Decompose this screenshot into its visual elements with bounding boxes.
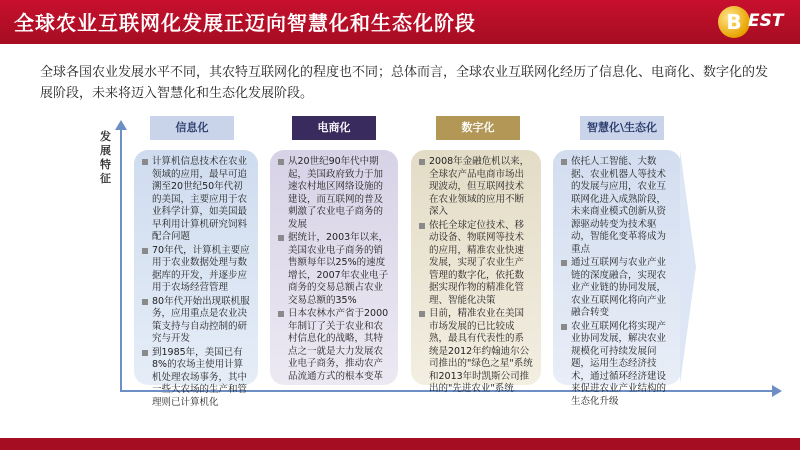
intro-paragraph: 全球各国农业发展水平不同，其农特互联网化的程度也不同；总体而言，全球农业互联网化经历了信息化、电商化、数字化的发展阶段，未来将迈入智慧化和生态化发展阶段。: [40, 65, 769, 101]
stage-item: 70年代，计算机主要应用于农业数据处理与数据库的开发，并逐步应用于农场经营管理: [142, 245, 250, 295]
footer-bar: [0, 438, 800, 450]
stage-box-smart-ecological: [553, 150, 681, 407]
stage-item: 80年代开始出现联机服务，应用重点是农业决策支持与自动控制的研究与开发: [142, 296, 250, 346]
y-axis-label: 发展特征: [100, 130, 111, 185]
stage-item: 日本农林水产省于2000年制订了关于农业和农村信息化的战略，其特点之一就是大力发展农业电子商务，推动农产品流通方式的根本变革: [278, 308, 390, 383]
stage-item: 2008年金融危机以来，全球农产品电商市场出现波动，但互联网技术在农业领域的应用不断深入: [419, 156, 533, 219]
stage-item: 计算机信息技术在农业领域的应用，最早可追溯至20世纪50年代初的美国，主要应用于农业科学计算，如美国最早利用计算机研究饲料配合问题: [142, 156, 250, 244]
stage-header-smart-ecological: 智慧化\生态化: [580, 116, 664, 140]
page-title: 全球农业互联网化发展正迈向智慧化和生态化阶段: [14, 11, 476, 35]
title-bar: [0, 0, 800, 44]
stage-box-informatization: [134, 150, 258, 408]
stage-item: 依托人工智能、大数据、农业机器人等技术的发展与应用，农业互联网化进入成熟阶段，未来商业模式创新从资源驱动转变为技术驱动，智能化变革将成为重点: [561, 156, 673, 256]
stage-box-ecommerce: [270, 150, 398, 385]
y-axis: [120, 127, 122, 392]
stage-item: 目前，精准农业在美国市场发展的已比较成熟，最具有代表性的系统是2012年约翰迪尔公司推出的"绿色之星"系统和2013年时凯斯公司推出的"先进农业"系统: [419, 308, 533, 396]
stage-header-digitalization: 数字化: [436, 116, 520, 140]
logo-text: EST: [748, 11, 784, 31]
best-logo: [718, 6, 788, 38]
stage-item: 据统计，2003年以来，美国农业电子商务的销售额每年以25%的速度增长，2007年农业电子商务的交易总额占农业交易总额的35%: [278, 232, 390, 307]
stage-header-ecommerce: 电商化: [292, 116, 376, 140]
stage-box-digitalization: [411, 150, 541, 394]
stage-item: 从20世纪90年代中期起，美国政府致力于加速农村地区网络设施的建设，而互联网的普及刺激了农业电子商务的发展: [278, 156, 390, 231]
stage-item: 农业互联网化将实现产业协同发展，解决农业规模化可持续发展问题，运用生态经济技术，通过循环经济建设来促进农业产业结构的生态化升级: [561, 321, 673, 409]
x-axis-arrow: [772, 385, 782, 397]
logo-circle: B: [718, 6, 750, 38]
stage-header-informatization: 信息化: [150, 116, 234, 140]
y-axis-arrow: [115, 120, 127, 130]
stage-item: 依托全球定位技术、移动设备、物联网等技术的应用，精准农业快速发展，实现了农业生产管理的数字化，依托数据实现作物的精准化管理、智能化决策: [419, 220, 533, 308]
progression-arrow: [680, 150, 696, 384]
stage-item: 通过互联网与农业产业链的深度融合，实现农业产业链的协同发展，农业互联网化将向产业融合转变: [561, 257, 673, 320]
stage-item: 到1985年，美国已有8%的农场主使用计算机处理农场事务，其中一些大农场的生产和管理则已计算机化: [142, 347, 250, 410]
